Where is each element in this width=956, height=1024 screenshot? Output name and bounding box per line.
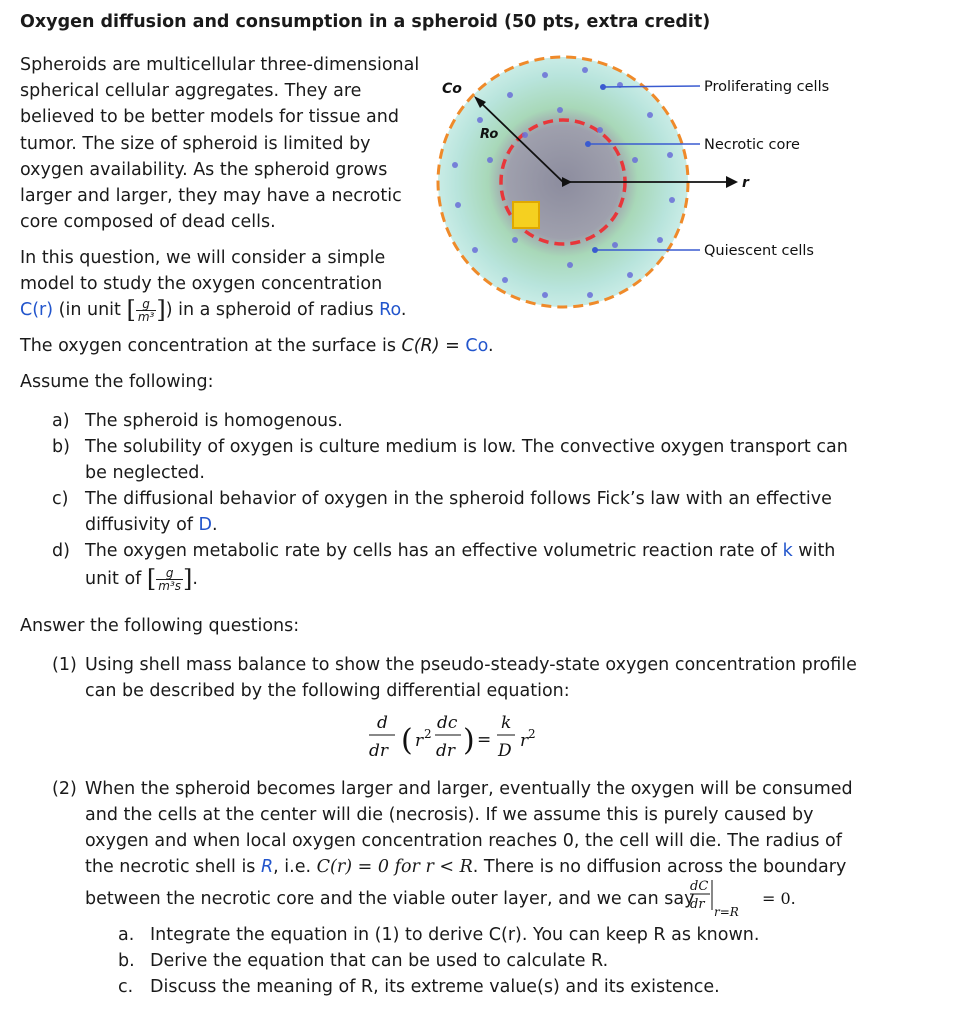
d-symbol: D <box>198 515 213 535</box>
differential-equation <box>365 708 565 768</box>
svg-text:): ) <box>463 723 475 758</box>
sub-question-c: Discuss the meaning of R, its extreme value(s) and its existence. <box>150 977 720 997</box>
assume-heading: Assume the following: <box>20 372 214 392</box>
necrotic-label: Necrotic core <box>704 137 800 153</box>
quiescent-label: Quiescent cells <box>704 243 814 259</box>
intro2-text: In this question, we will consider a simple model to study the oxygen concentration <box>20 248 386 295</box>
sub-question-a: Integrate the equation in (1) to derive C(r). You can keep R as known. <box>150 925 760 945</box>
svg-text:d: d <box>377 713 388 733</box>
svg-text:=: = <box>477 730 492 750</box>
svg-text:2: 2 <box>528 727 536 741</box>
list-item: a) <box>52 411 70 431</box>
svg-text:D: D <box>498 741 512 761</box>
answer-heading: Answer the following questions: <box>20 616 300 636</box>
svg-text:(: ( <box>401 723 413 758</box>
co-label: Co <box>442 81 462 97</box>
svg-text:dc: dc <box>437 713 458 733</box>
r-label: r <box>742 175 749 191</box>
unit-fraction: $\frac{g}{\text{m³}}$ <box>137 297 155 325</box>
svg-text:r: r <box>415 731 424 751</box>
svg-text:dr: dr <box>369 741 389 761</box>
svg-text:k: k <box>501 713 512 733</box>
ro-label: Ro <box>480 127 499 142</box>
proliferating-leader <box>603 86 700 87</box>
bc-tail: = 0. <box>762 889 796 908</box>
boundary-condition <box>688 876 808 926</box>
cR-symbol: C(R) <box>401 336 440 356</box>
ro-symbol: Ro <box>379 300 401 321</box>
r-symbol: R <box>261 857 274 877</box>
intro-paragraph: Spheroids are multicellular three-dimensional spherical cellular aggregates. They are believed to be better models for tissue and tumor. The size of spheroid is limited by oxygen availability. As the spheroid grows larger and larger, they may have a necrotic core composed of dead cells. <box>20 55 420 233</box>
svg-text:dC: dC <box>690 879 709 894</box>
svg-text:r: r <box>520 731 529 751</box>
page-title: Oxygen diffusion and consumption in a spheroid (50 pts, extra credit) <box>20 12 711 32</box>
highlight-cell <box>513 202 539 228</box>
in-unit-text: (in unit <box>53 300 127 321</box>
svg-text:dr: dr <box>436 741 456 761</box>
surface-line: The oxygen concentration at the surface is C(R) = Co. <box>20 336 494 356</box>
intro-paragraph-2: In this question, we will consider a simple model to study the oxygen concentration C(r) (in unit [ $\frac{g}{\text{m³}}$ ]) in a spheroid of radius Ro. <box>20 248 407 325</box>
sub-question-b: Derive the equation that can be used to calculate R. <box>150 951 609 971</box>
svg-text:2: 2 <box>424 727 432 741</box>
k-symbol: k <box>782 541 793 561</box>
spheroid-diagram <box>420 40 940 320</box>
svg-text:dr: dr <box>690 897 705 912</box>
co-symbol: Co <box>465 336 488 356</box>
svg-text:r=R: r=R <box>714 905 739 919</box>
proliferating-label: Proliferating cells <box>704 79 830 95</box>
list-item: d) <box>52 541 70 561</box>
rate-unit-fraction: $\frac{g}{\text{m³s}}$ <box>158 565 182 593</box>
cr-symbol: C(r) <box>20 300 54 321</box>
in-spheroid-text: ) in a spheroid of radius <box>165 300 380 321</box>
list-item: c) <box>52 489 69 509</box>
list-item: b) <box>52 437 70 457</box>
